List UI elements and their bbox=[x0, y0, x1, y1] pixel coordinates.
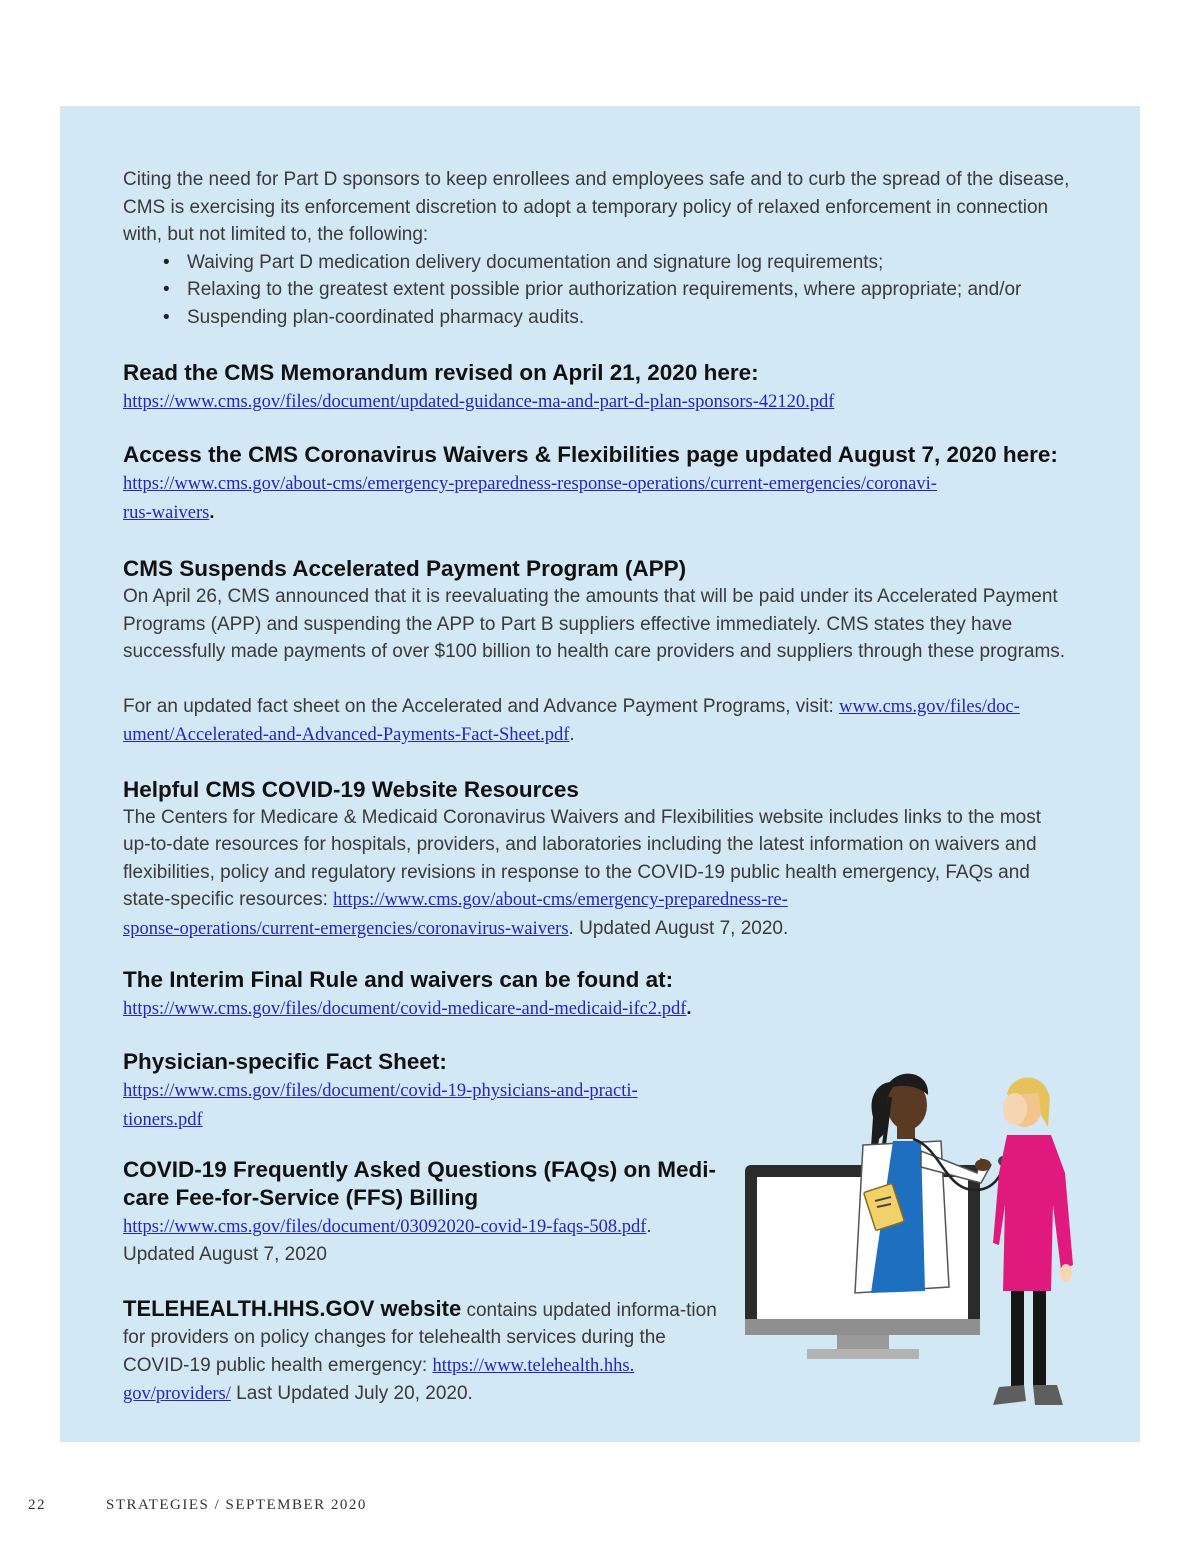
telehealth-illustration bbox=[745, 1055, 1085, 1415]
app-paragraph: On April 26, CMS announced that it is reevaluating the amounts that will be paid under its Accelerated Payment Programs (APP) and suspending the APP to Part B suppliers effective immediately. CMS states they have successfully made payments of over $100 billion to health care providers and suppliers through these programs. bbox=[123, 586, 1066, 662]
intro-bullet-list bbox=[123, 249, 1083, 332]
publication-footer: STRATEGIES / SEPTEMBER 2020 bbox=[106, 1497, 367, 1513]
bullet-item: • Waiving Part D medication delivery documentation and signature log requirements; bbox=[163, 249, 1083, 277]
app-heading: CMS Suspends Accelerated Payment Program (APP) bbox=[123, 556, 687, 581]
bullet-item: • Relaxing to the greatest extent possible prior authorization requirements, where appropriate; and/or bbox=[163, 276, 1083, 304]
factsheet-suffix: . bbox=[569, 724, 575, 745]
telehealth-bold: TELEHEALTH.HHS.GOV website bbox=[123, 1295, 462, 1321]
physician-link-line2: tioners.pdf bbox=[123, 1110, 203, 1130]
bullet-item: • Suspending plan-coordinated pharmacy audits. bbox=[163, 304, 1083, 332]
faqs-link-suffix: . bbox=[646, 1215, 652, 1236]
interim-link[interactable]: https://www.cms.gov/files/document/covid-medicare-and-medicaid-ifc2.pdf bbox=[123, 999, 687, 1019]
factsheet-link-line2: ument/Accelerated-and-Advanced-Payments-Fact-Sheet.pdf bbox=[123, 725, 570, 745]
doctor-figure bbox=[855, 1074, 1008, 1293]
faqs-link[interactable]: https://www.cms.gov/files/document/03092020-covid-19-faqs-508.pdf bbox=[123, 1217, 647, 1237]
factsheet-link-line1: www.cms.gov/files/doc- bbox=[839, 696, 1020, 717]
faqs-updated: Updated August 7, 2020 bbox=[123, 1244, 327, 1265]
resources-link-line1: https://www.cms.gov/about-cms/emergency-preparedness-re- bbox=[333, 890, 788, 910]
memo-link[interactable]: https://www.cms.gov/files/document/updated-guidance-ma-and-part-d-plan-sponsors-42120.pdf bbox=[123, 392, 835, 412]
waivers-link[interactable] bbox=[123, 474, 937, 523]
factsheet-prefix: For an updated fact sheet on the Accelerated and Advance Payment Programs, visit: bbox=[123, 695, 840, 717]
factsheet-paragraph bbox=[123, 693, 1083, 750]
resources-paragraph bbox=[123, 804, 1058, 944]
interim-suffix: . bbox=[686, 997, 692, 1018]
waivers-link-block bbox=[123, 469, 1083, 527]
patient-figure bbox=[993, 1078, 1073, 1406]
waivers-heading: Access the CMS Coronavirus Waivers & Flexibilities page updated August 7, 2020 here: bbox=[123, 442, 1058, 467]
physician-link-line1: https://www.cms.gov/files/document/covid-19-physicians-and-practi- bbox=[123, 1081, 638, 1101]
page-number: 22 bbox=[28, 1497, 46, 1513]
interim-heading: The Interim Final Rule and waivers can be found at: bbox=[123, 967, 674, 992]
intro-paragraph: Citing the need for Part D sponsors to keep enrollees and employees safe and to curb the spread of the disease, CMS is exercising its enforcement discretion to adopt a temporary policy of relaxed enforcement in connection with, but not limited to, the following: bbox=[123, 169, 1070, 245]
waivers-link-line2: rus-waivers bbox=[123, 503, 210, 523]
memo-link-line bbox=[123, 387, 1083, 416]
interim-link-line bbox=[123, 994, 1083, 1023]
physician-heading: Physician-specific Fact Sheet: bbox=[123, 1049, 447, 1074]
faqs-heading-line1: COVID-19 Frequently Asked Questions (FAQs) on Medi- bbox=[123, 1157, 716, 1182]
resources-link-line2: sponse-operations/current-emergencies/coronavirus-waivers bbox=[123, 918, 569, 939]
physician-link[interactable] bbox=[123, 1081, 638, 1130]
resources-suffix: . Updated August 7, 2020. bbox=[568, 917, 789, 939]
waivers-link-suffix: . bbox=[209, 501, 215, 522]
resources-text: The Centers for Medicare & Medicaid Coronavirus Waivers and Flexibilities website includes links to the most up-to-date resources for hospitals, providers, and laboratories including the latest information on waivers and flexibilities, policy and regulatory revisions in response to the COVID-19 public health emergency, FAQs and state-specific resources: bbox=[123, 806, 1042, 910]
waivers-link-line1: https://www.cms.gov/about-cms/emergency-preparedness-response-operations/current-emergencies/coronavi- bbox=[123, 474, 937, 494]
resources-heading: Helpful CMS COVID-19 Website Resources bbox=[123, 776, 579, 802]
telehealth-text: contains updated informa-tion for providers on policy changes for telehealth services during the COVID-19 public health emergency: bbox=[123, 1299, 717, 1376]
telehealth-link-line2: gov/providers/ bbox=[123, 1384, 231, 1404]
faqs-heading-line2: care Fee-for-Service (FFS) Billing bbox=[123, 1185, 479, 1210]
telehealth-suffix: Last Updated July 20, 2020. bbox=[230, 1383, 473, 1404]
telehealth-paragraph bbox=[123, 1295, 723, 1409]
memo-heading: Read the CMS Memorandum revised on April 21, 2020 here: bbox=[123, 360, 759, 385]
telehealth-link-line1: https://www.telehealth.hhs. bbox=[432, 1355, 635, 1376]
